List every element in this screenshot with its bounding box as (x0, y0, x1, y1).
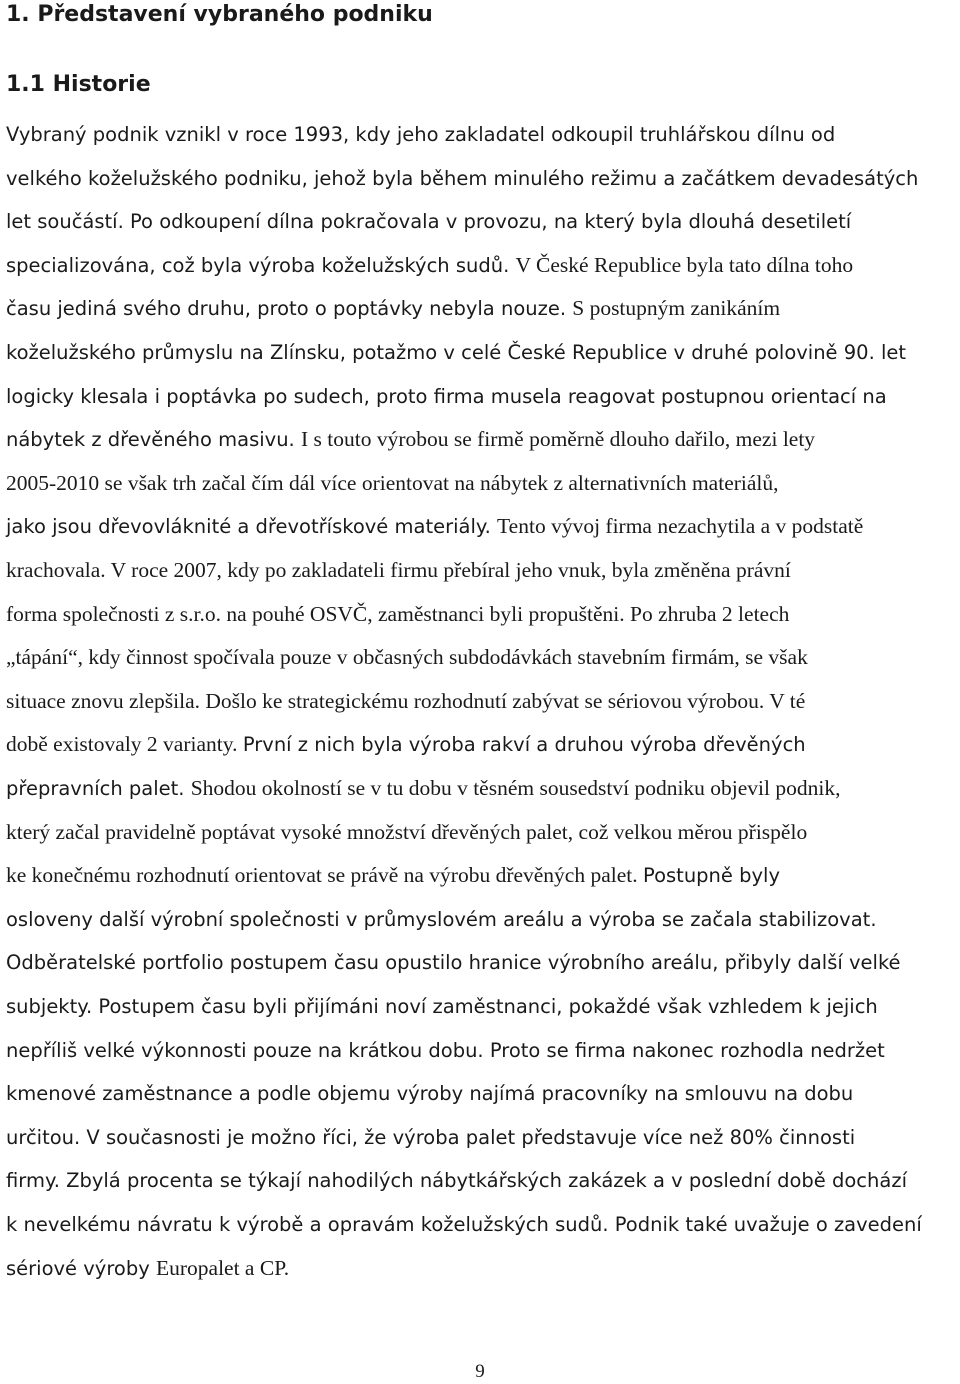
paragraph-line (6, 904, 877, 934)
text-run: nábytek z dřevěného masivu. (6, 428, 301, 452)
paragraph-line (6, 599, 789, 629)
paragraph-line (6, 1253, 289, 1283)
text-run: 2005-2010 se však trh začal čím dál více orientovat na nábytek z alternativních materiálů, (6, 470, 779, 495)
text-run: V České Republice byla tato dílna toho (515, 252, 854, 277)
paragraph-line (6, 1035, 885, 1065)
text-run: logicky klesala i poptávka po sudech, proto firma musela reagovat postupnou orientací na (6, 384, 887, 408)
paragraph-line (6, 686, 805, 716)
page-number: 9 (475, 1361, 485, 1382)
text-run: kmenové zaměstnance a podle objemu výroby najímá pracovníky na smlouvu na dobu (6, 1082, 854, 1106)
paragraph-line (6, 817, 807, 847)
text-run: subjekty. Postupem času byli přijímáni noví zaměstnanci, pokaždé však vzhledem k jejich (6, 995, 878, 1018)
text-run: situace znovu zlepšila. Došlo ke strategickému rozhodnutí zabývat se sériovou výrobou. V té (6, 688, 806, 713)
paragraph-line (6, 642, 808, 672)
paragraph-line (6, 468, 779, 498)
text-run: Vybraný podnik vznikl v roce 1993, kdy jeho zakladatel odkoupil truhlářskou dílnu od (6, 123, 836, 146)
paragraph-line (6, 424, 815, 454)
paragraph-line (6, 511, 863, 541)
text-run: forma společnosti z s.r.o. na pouhé OSVČ, zaměstnanci byli propuštěni. Po zhruba 2 letech (6, 601, 790, 626)
paragraph-line (6, 860, 780, 890)
text-run: velkého koželužského podniku, jehož byla během minulého režimu a začátkem devadesátých (6, 166, 919, 190)
text-run: „tápání“, kdy činnost spočívala pouze v občasných subdodávkách stavebním firmám, se však (6, 645, 808, 670)
text-run: První z nich byla výroba rakví a druhou výroba dřevěných (242, 733, 806, 757)
text-run: S postupným zanikáním (572, 296, 781, 321)
paragraph-line (6, 1209, 922, 1239)
text-run: Odběratelské portfolio postupem času opustilo hranice výrobního areálu, přibyly další velké (6, 951, 901, 975)
text-run: nepříliš velké výkonnosti pouze na krátkou dobu. Proto se firma nakonec rozhodla nedržet (6, 1038, 885, 1062)
paragraph-line (6, 555, 791, 585)
paragraph-line (6, 1078, 853, 1108)
paragraph-line (6, 729, 806, 759)
text-run: Postupně byly (643, 864, 780, 888)
paragraph-line (6, 1165, 907, 1195)
text-run: času jediná svého druhu, proto o poptávky nebyla nouze. (6, 297, 573, 321)
text-run: Shodou okolností se v tu dobu v těsném sousedství podniku objevil podnik, (190, 776, 841, 800)
text-run: krachovala. V roce 2007, kdy po zakladateli firmu přebíral jeho vnuk, byla změněna právní (6, 558, 791, 582)
text-run: let součástí. Po odkoupení dílna pokračovala v provozu, na který byla dlouhá desetiletí (6, 210, 852, 234)
paragraph-line (6, 206, 851, 236)
paragraph-line (6, 293, 780, 323)
text-run: Tento vývoj firma nezachytila a v podstatě (497, 514, 864, 539)
text-run: ke konečnému rozhodnutí orientovat se právě na výrobu dřevěných palet. (6, 863, 644, 888)
paragraph-line (6, 947, 901, 977)
text-run: I s touto výrobou se firmě poměrně dlouho dařilo, mezi lety (300, 427, 816, 452)
text-run: jako jsou dřevovláknité a dřevotřískové materiály. (6, 515, 498, 539)
paragraph-line (6, 773, 840, 803)
text-run: sériové výroby (6, 1256, 156, 1280)
paragraph-line (6, 250, 853, 280)
paragraph-line (6, 381, 887, 411)
text-run: osloveny další výrobní společnosti v průmyslovém areálu a výroba se začala stabilizovat. (6, 907, 877, 931)
paragraph-line (6, 163, 918, 193)
paragraph-line (6, 119, 835, 149)
text-run: koželužského průmyslu na Zlínsku, potažmo v celé České Republice v druhé polovině 90. let (6, 341, 907, 364)
text-run: k nevelkému návratu k výrobě a opravám koželužských sudů. Podnik také uvažuje o zavedení (6, 1213, 922, 1236)
text-run: Europalet a CP. (155, 1255, 290, 1280)
text-run: době existovaly 2 varianty. (6, 732, 243, 757)
paragraph-line (6, 1122, 855, 1152)
text-run: specializována, což byla výroba koželužských sudů. (6, 253, 516, 277)
text-run: přepravních palet. (6, 777, 191, 800)
paragraph-line (6, 337, 906, 367)
text-run: určitou. V současnosti je možno říci, že výroba palet představuje více než 80% činnosti (6, 1125, 856, 1149)
paragraph-line (6, 991, 878, 1021)
text-run: firmy. Zbylá procenta se týkají nahodilých nábytkářských zakázek a v poslední době dochází (6, 1169, 907, 1193)
text-run: který začal pravidelně poptávat vysoké množství dřevěných palet, což velkou měrou přispělo (6, 819, 808, 844)
chapter-heading: 1. Představení vybraného podniku (6, 2, 433, 27)
section-heading: 1.1 Historie (6, 72, 151, 97)
